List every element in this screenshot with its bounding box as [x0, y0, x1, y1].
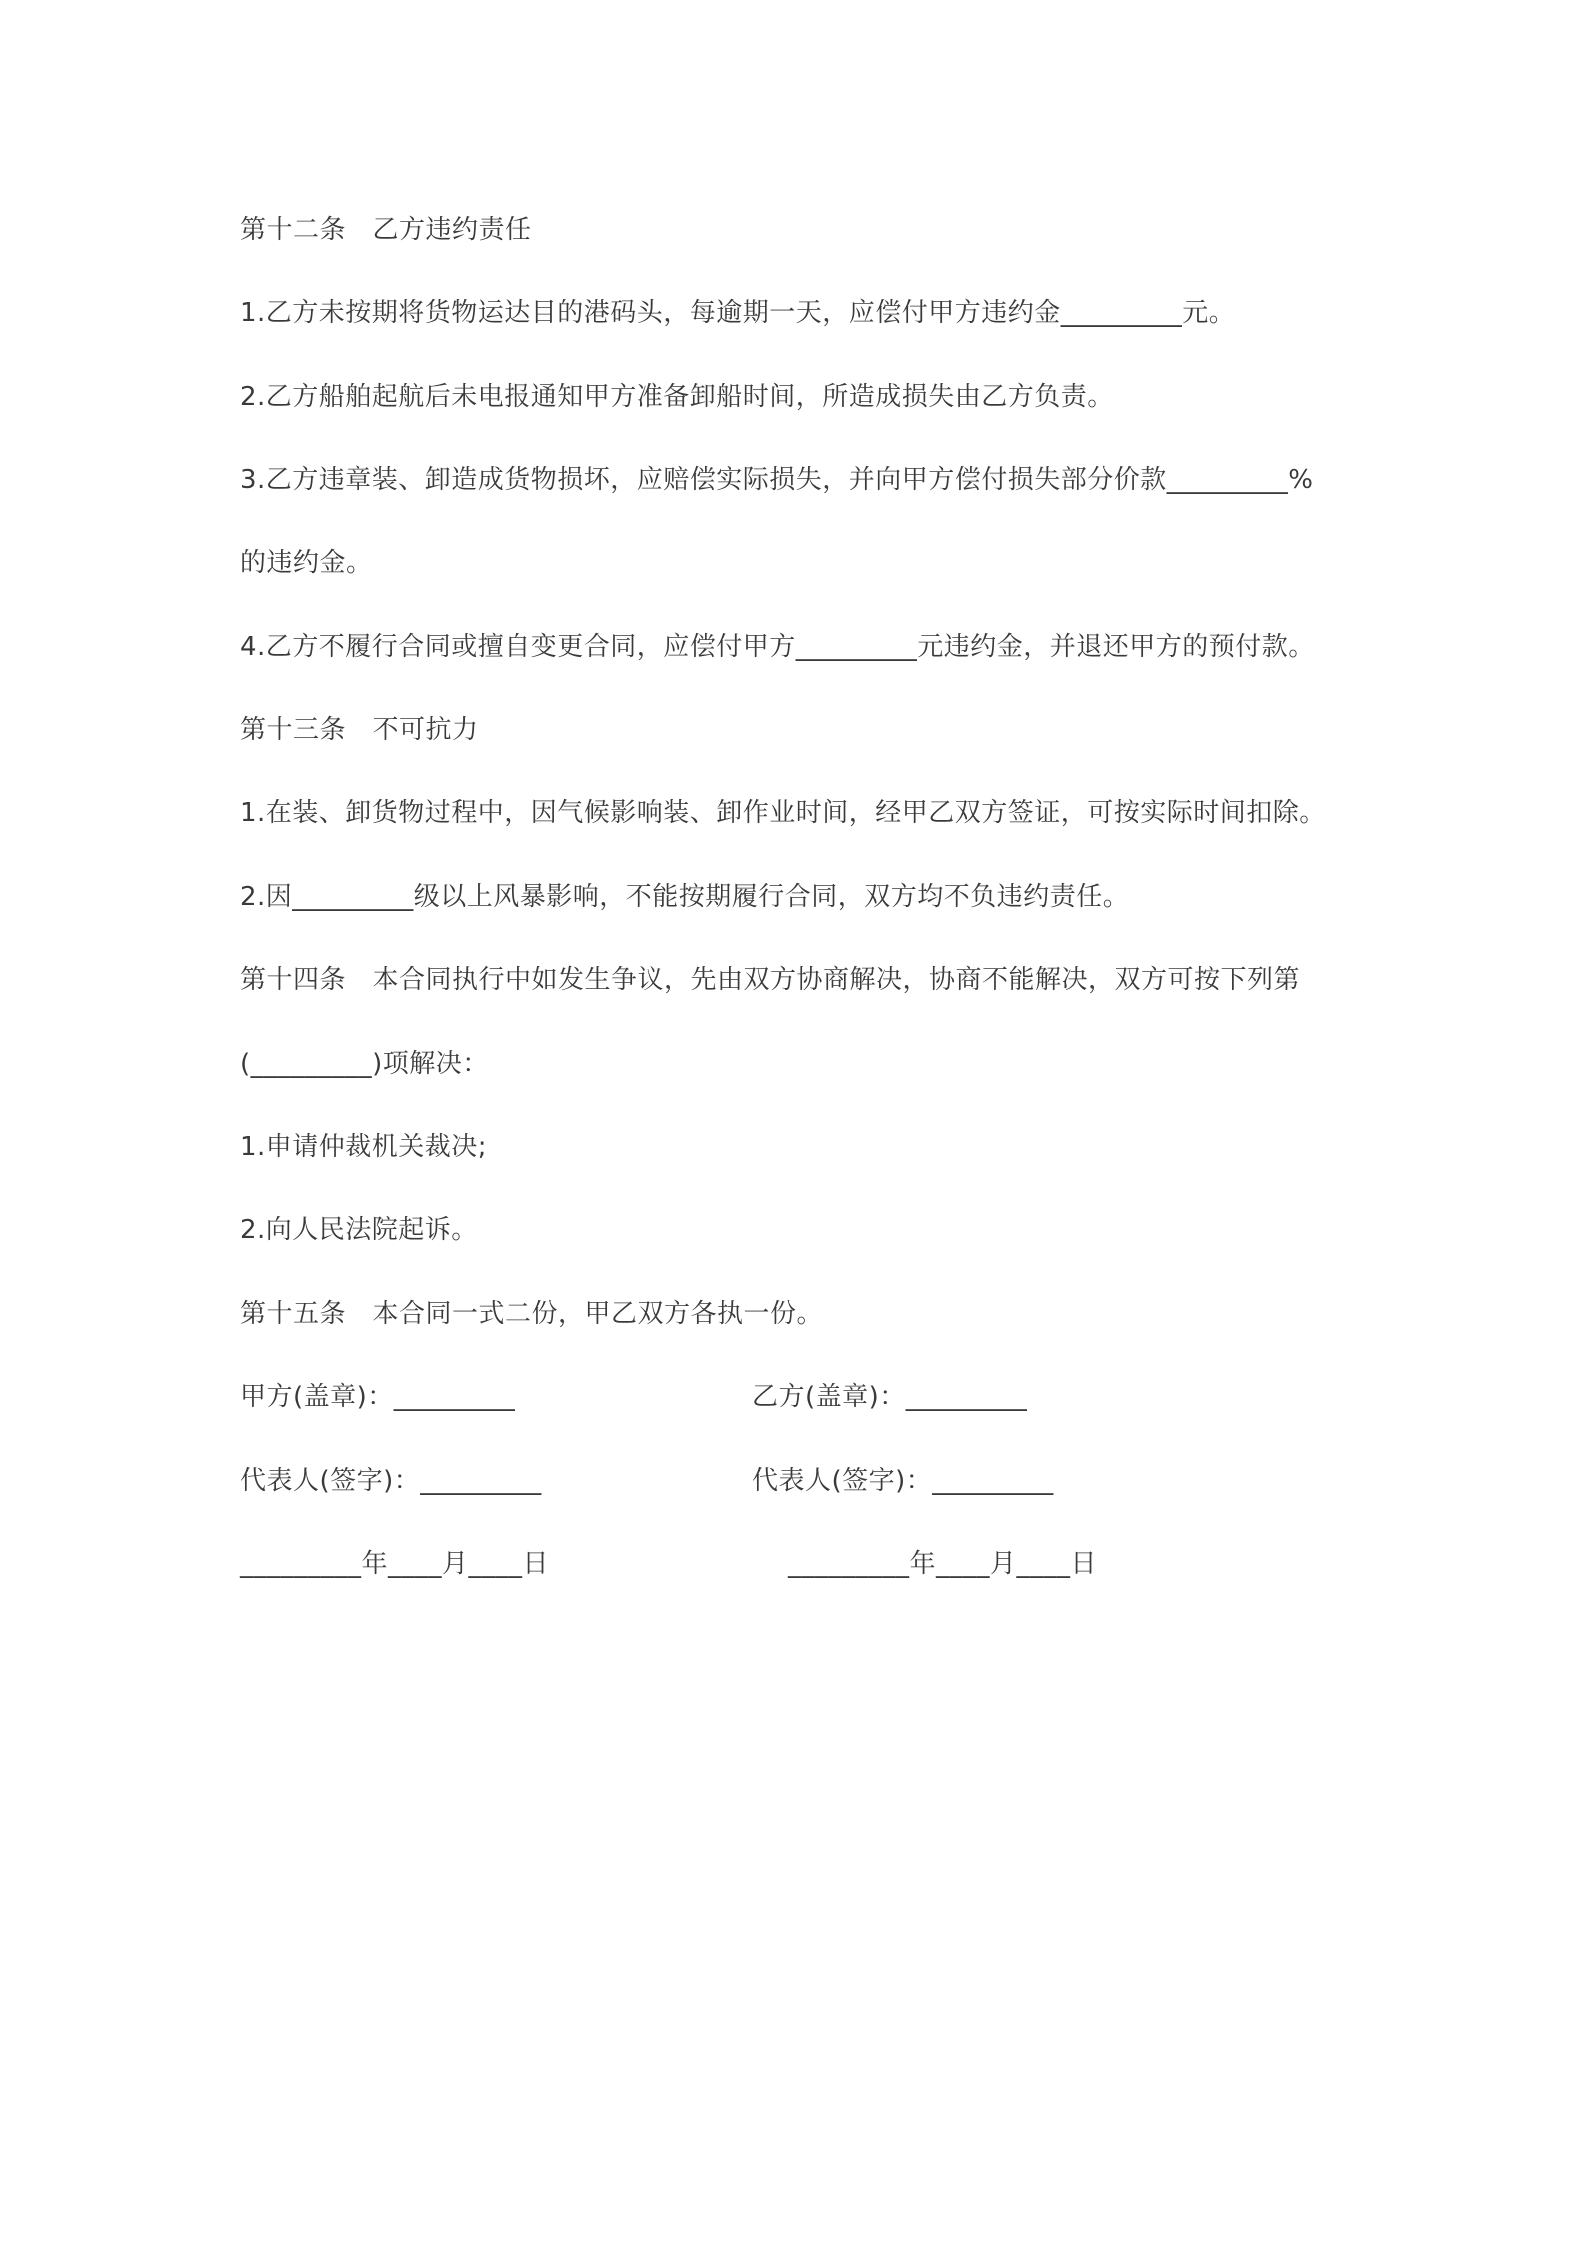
- article-15-heading: 第十五条 本合同一式二份，甲乙双方各执一份。: [240, 1299, 824, 1329]
- article-13-item-1: 1.在装、卸货物过程中，因气候影响装、卸作业时间，经甲乙双方签证，可按实际时间扣除。: [240, 798, 1326, 828]
- party-b-representative: 代表人(签字)：_________: [752, 1466, 1054, 1496]
- article-14-continuation: (_________)项解决：: [240, 1049, 489, 1079]
- article-14-item-2: 2.向人民法院起诉。: [240, 1215, 478, 1245]
- party-b-date: _________年____月____日: [788, 1549, 1098, 1579]
- article-12-item-4: 4.乙方不履行合同或擅自变更合同，应偿付甲方_________元违约金，并退还甲方的预付款。: [240, 632, 1315, 662]
- article-12-heading: 第十二条 乙方违约责任: [240, 215, 532, 245]
- article-14-heading: 第十四条 本合同执行中如发生争议，先由双方协商解决，协商不能解决，双方可按下列第: [240, 965, 1301, 995]
- article-12-item-2: 2.乙方船舶起航后未电报通知甲方准备卸船时间，所造成损失由乙方负责。: [240, 382, 1114, 412]
- article-13-item-2: 2.因_________级以上风暴影响，不能按期履行合同，双方均不负违约责任。: [240, 882, 1130, 912]
- party-a-representative: 代表人(签字)：_________: [240, 1466, 542, 1496]
- party-a-seal: 甲方(盖章)：_________: [240, 1382, 516, 1412]
- article-12-item-3-continued: 的违约金。: [240, 548, 373, 578]
- article-12-item-1: 1.乙方未按期将货物运达目的港码头，每逾期一天，应偿付甲方违约金_________元。: [240, 298, 1236, 328]
- party-a-date: _________年____月____日: [240, 1549, 550, 1579]
- article-12-item-3: 3.乙方违章装、卸造成货物损坏，应赔偿实际损失，并向甲方偿付损失部分价款_________%: [240, 465, 1314, 495]
- article-13-heading: 第十三条 不可抗力: [240, 715, 479, 745]
- party-b-seal: 乙方(盖章)：_________: [752, 1382, 1028, 1412]
- article-14-item-1: 1.申请仲裁机关裁决;: [240, 1132, 488, 1162]
